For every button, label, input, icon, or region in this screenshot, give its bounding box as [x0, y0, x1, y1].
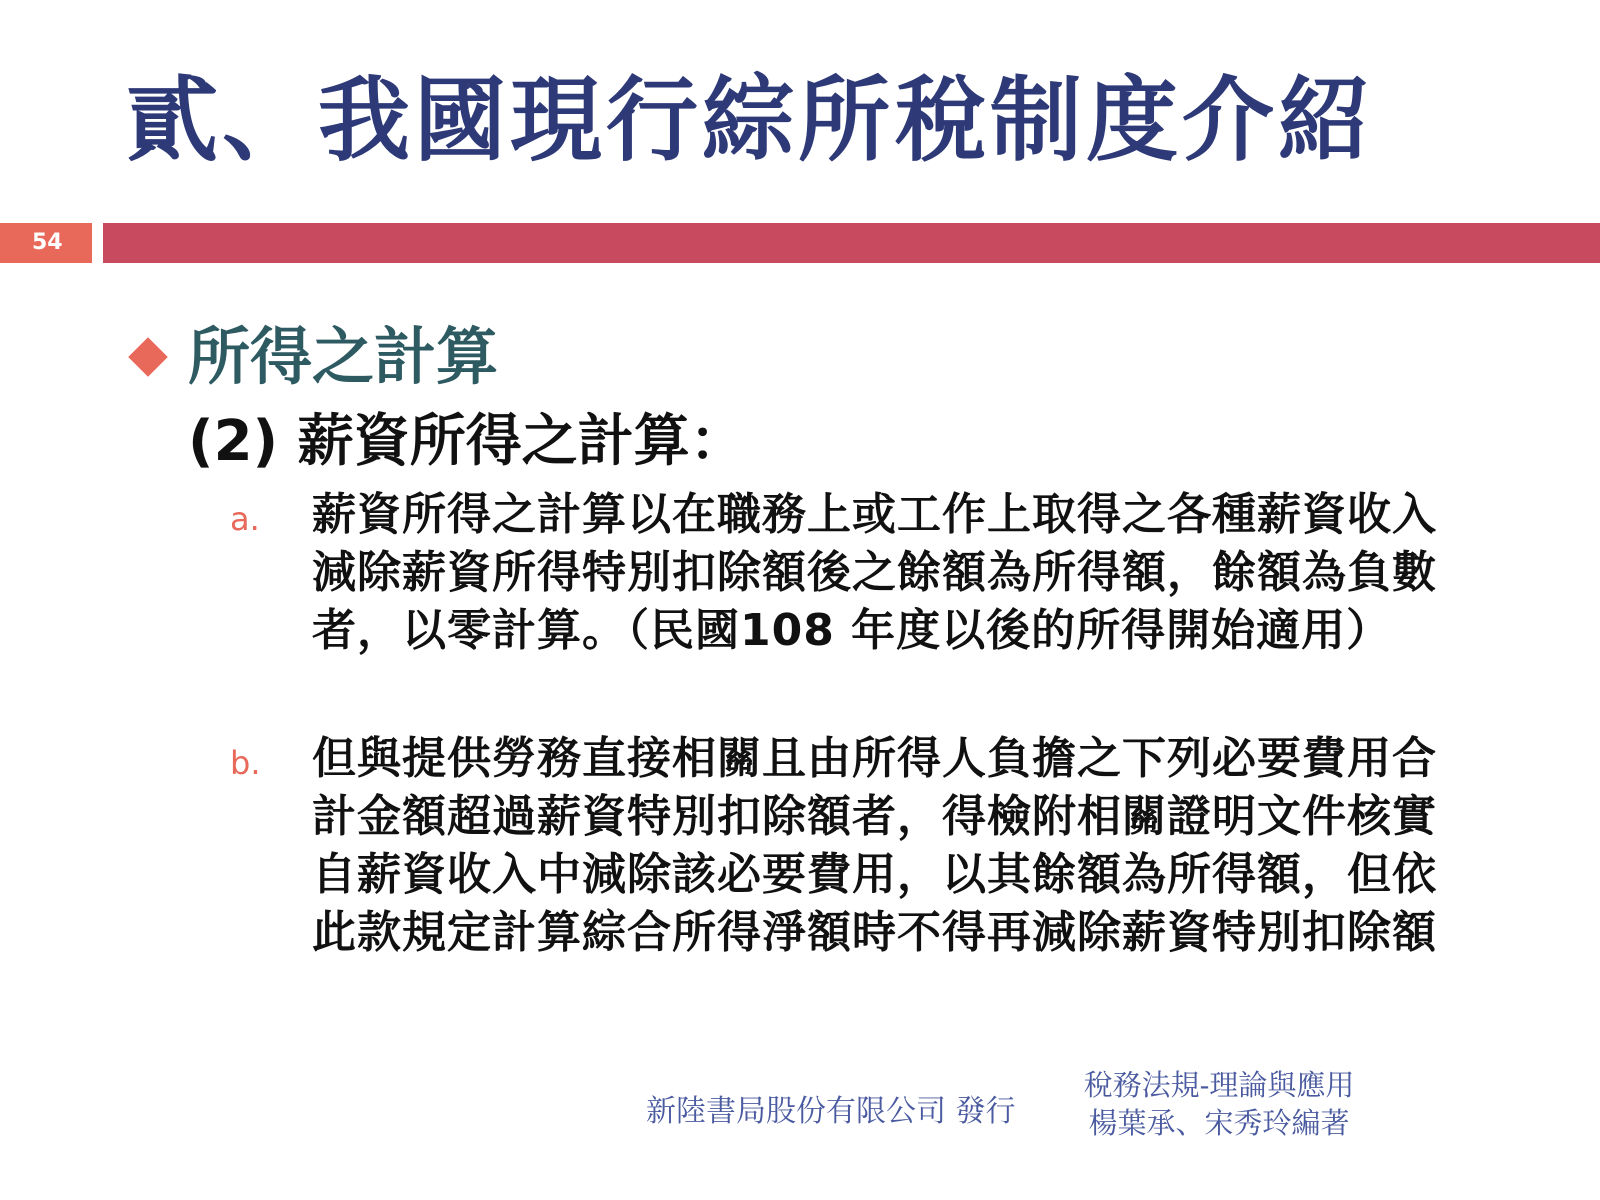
diamond-icon [128, 337, 168, 377]
list-item-text: 薪資所得之計算以在職務上或工作上取得之各種薪資收入減除薪資所得特別扣除額後之餘額為所得額，餘額為負數者，以零計算。（民國108 年度以後的所得開始適用） [312, 489, 1437, 656]
list-item-label: b. [230, 744, 261, 782]
bullet-heading [126, 320, 498, 394]
list-item [230, 486, 1472, 660]
bullet-heading-text: 所得之計算 [188, 320, 499, 393]
footer-publisher: 新陸書局股份有限公司 發行 [646, 1094, 1016, 1129]
list-item [230, 730, 1472, 962]
footer-book-title: 稅務法規-理論與應用 [1083, 1068, 1355, 1102]
list-item-text: 但與提供勞務直接相關且由所得人負擔之下列必要費用合計金額超過薪資特別扣除額者，得檢附相關證明文件核實自薪資收入中減除該必要費用，以其餘額為所得額，但依此款規定計算綜合所得淨額時不得再減除薪資特別扣除額 [312, 733, 1437, 958]
subheading: (2) 薪資所得之計算： [188, 409, 746, 474]
footer-book-info [1074, 1066, 1364, 1142]
slide-title: 貳、我國現行綜所稅制度介紹 [126, 67, 1375, 174]
title-divider-bar [103, 223, 1600, 263]
list-item-label: a. [230, 500, 260, 538]
footer-authors: 楊葉承、宋秀玲編著 [1088, 1106, 1350, 1140]
page-number-badge: 54 [0, 223, 92, 263]
